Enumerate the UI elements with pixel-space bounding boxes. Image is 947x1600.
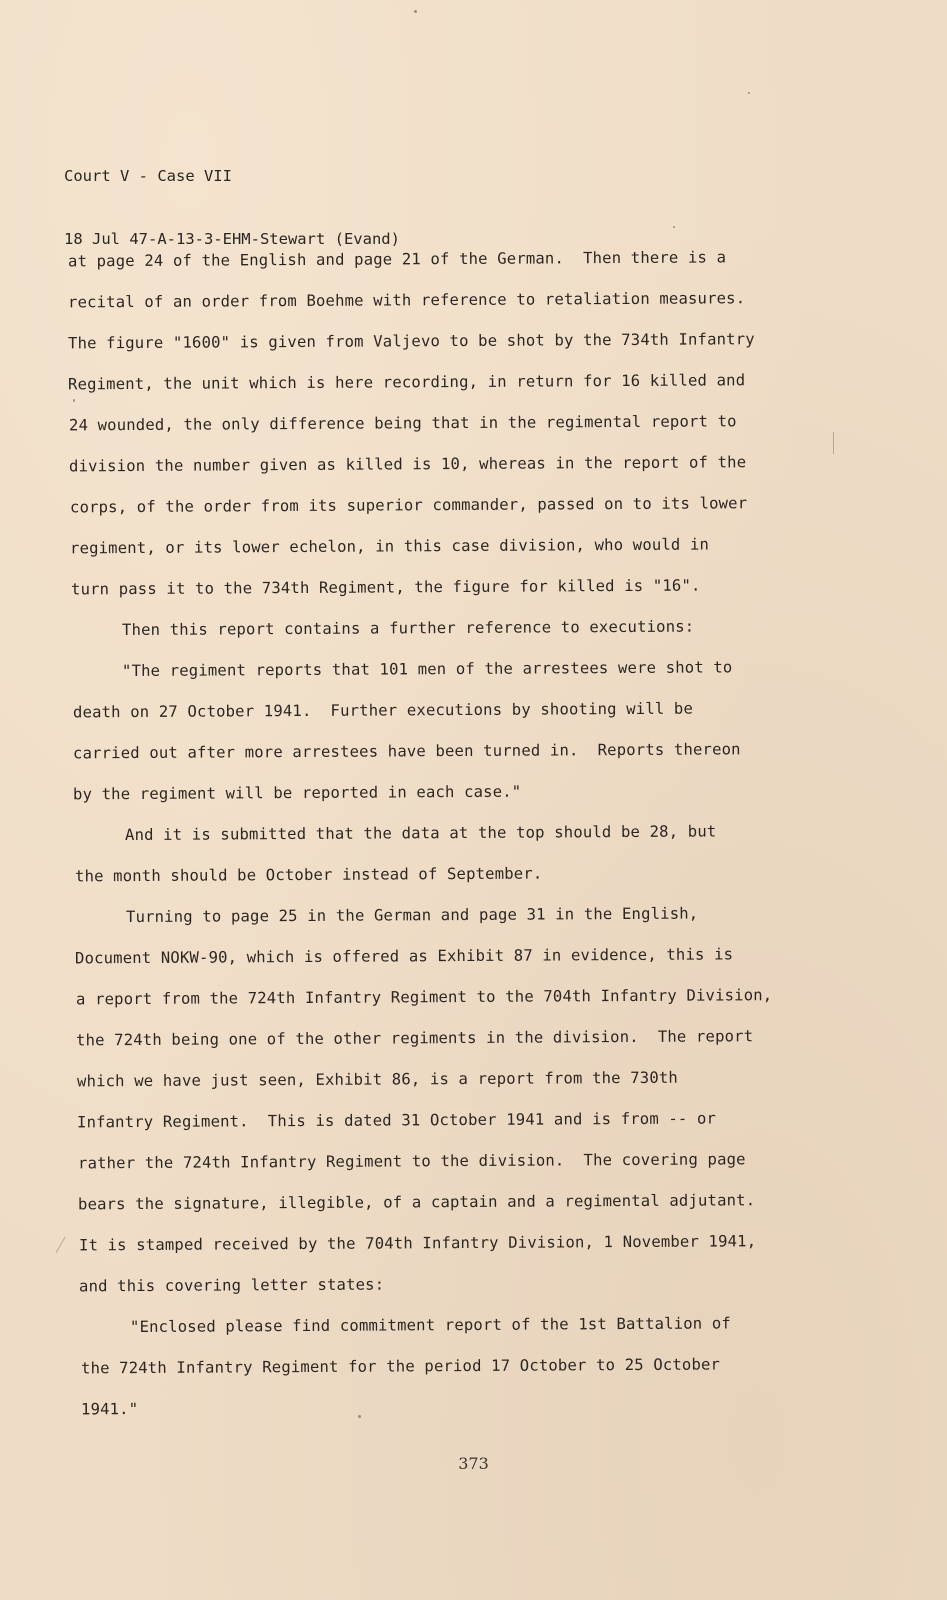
text-line: recital of an order from Boehme with reference to retaliation measures. <box>67 289 746 312</box>
text-line: the month should be October instead of September. <box>74 864 543 886</box>
paper-speck <box>748 92 750 94</box>
text-line: at page 24 of the English and page 21 of the German. Then there is a <box>67 248 727 271</box>
quote-line: "Enclosed please find commitment report of the 1st Battalion of <box>129 1314 731 1337</box>
paper-speck <box>673 226 675 228</box>
text-line: and this covering letter states: <box>78 1275 385 1296</box>
quote-line: by the regiment will be reported in each case." <box>72 782 522 804</box>
text-line: turn pass it to the 734th Regiment, the figure for killed is "16". <box>70 576 701 599</box>
text-line: Turning to page 25 in the German and page 31 in the English, <box>125 904 699 927</box>
text-line: which we have just seen, Exhibit 86, is a report from the 730th <box>76 1068 678 1091</box>
margin-mark <box>833 432 834 454</box>
document-body <box>68 239 848 1428</box>
text-line: a report from the 724th Infantry Regiment to the 704th Infantry Division, <box>75 986 773 1009</box>
paper-speck <box>73 399 75 402</box>
text-line: 24 wounded, the only difference being that in the regimental report to <box>68 412 737 435</box>
text-line: It is stamped received by the 704th Infantry Division, 1 November 1941, <box>78 1232 757 1255</box>
text-line: Then this report contains a further reference to executions: <box>121 617 695 640</box>
text-line: the 724th being one of the other regiments in the division. The report <box>75 1027 754 1050</box>
quote-line: the 724th Infantry Regiment for the period 17 October to 25 October <box>80 1355 721 1378</box>
text-line: bears the signature, illegible, of a captain and a regimental adjutant. <box>77 1191 756 1214</box>
text-line: Document NOKW-90, which is offered as Exhibit 87 in evidence, this is <box>74 945 734 968</box>
text-line: division the number given as killed is 10, whereas in the report of the <box>68 453 747 476</box>
text-line: rather the 724th Infantry Regiment to the division. The covering page <box>77 1150 746 1173</box>
text-line: regiment, or its lower echelon, in this case division, who would in <box>69 535 710 558</box>
margin-mark <box>56 1237 66 1253</box>
quote-line: 1941." <box>80 1400 139 1419</box>
text-line: And it is submitted that the data at the top should be 28, but <box>124 822 717 845</box>
text-line: corps, of the order from its superior commander, passed on to its lower <box>69 494 748 517</box>
text-line: The figure "1600" is given from Valjevo to be shot by the 734th Infantry <box>67 330 755 353</box>
header-date-reference: 18 Jul 47-A-13-3-EHM-Stewart (Evand) <box>64 230 400 248</box>
page-number: 373 <box>458 1454 489 1473</box>
quote-line: death on 27 October 1941. Further executions by shooting will be <box>72 699 694 722</box>
quote-line: "The regiment reports that 101 men of the arrestees were shot to <box>121 658 733 681</box>
quote-line: carried out after more arrestees have been turned in. Reports thereon <box>72 740 741 763</box>
paper-speck <box>358 1415 361 1418</box>
header-court-case: Court V - Case VII <box>64 167 232 185</box>
paper-speck <box>414 10 417 13</box>
text-line: Regiment, the unit which is here recording, in return for 16 killed and <box>67 371 746 394</box>
text-line: Infantry Regiment. This is dated 31 October 1941 and is from -- or <box>76 1109 717 1132</box>
